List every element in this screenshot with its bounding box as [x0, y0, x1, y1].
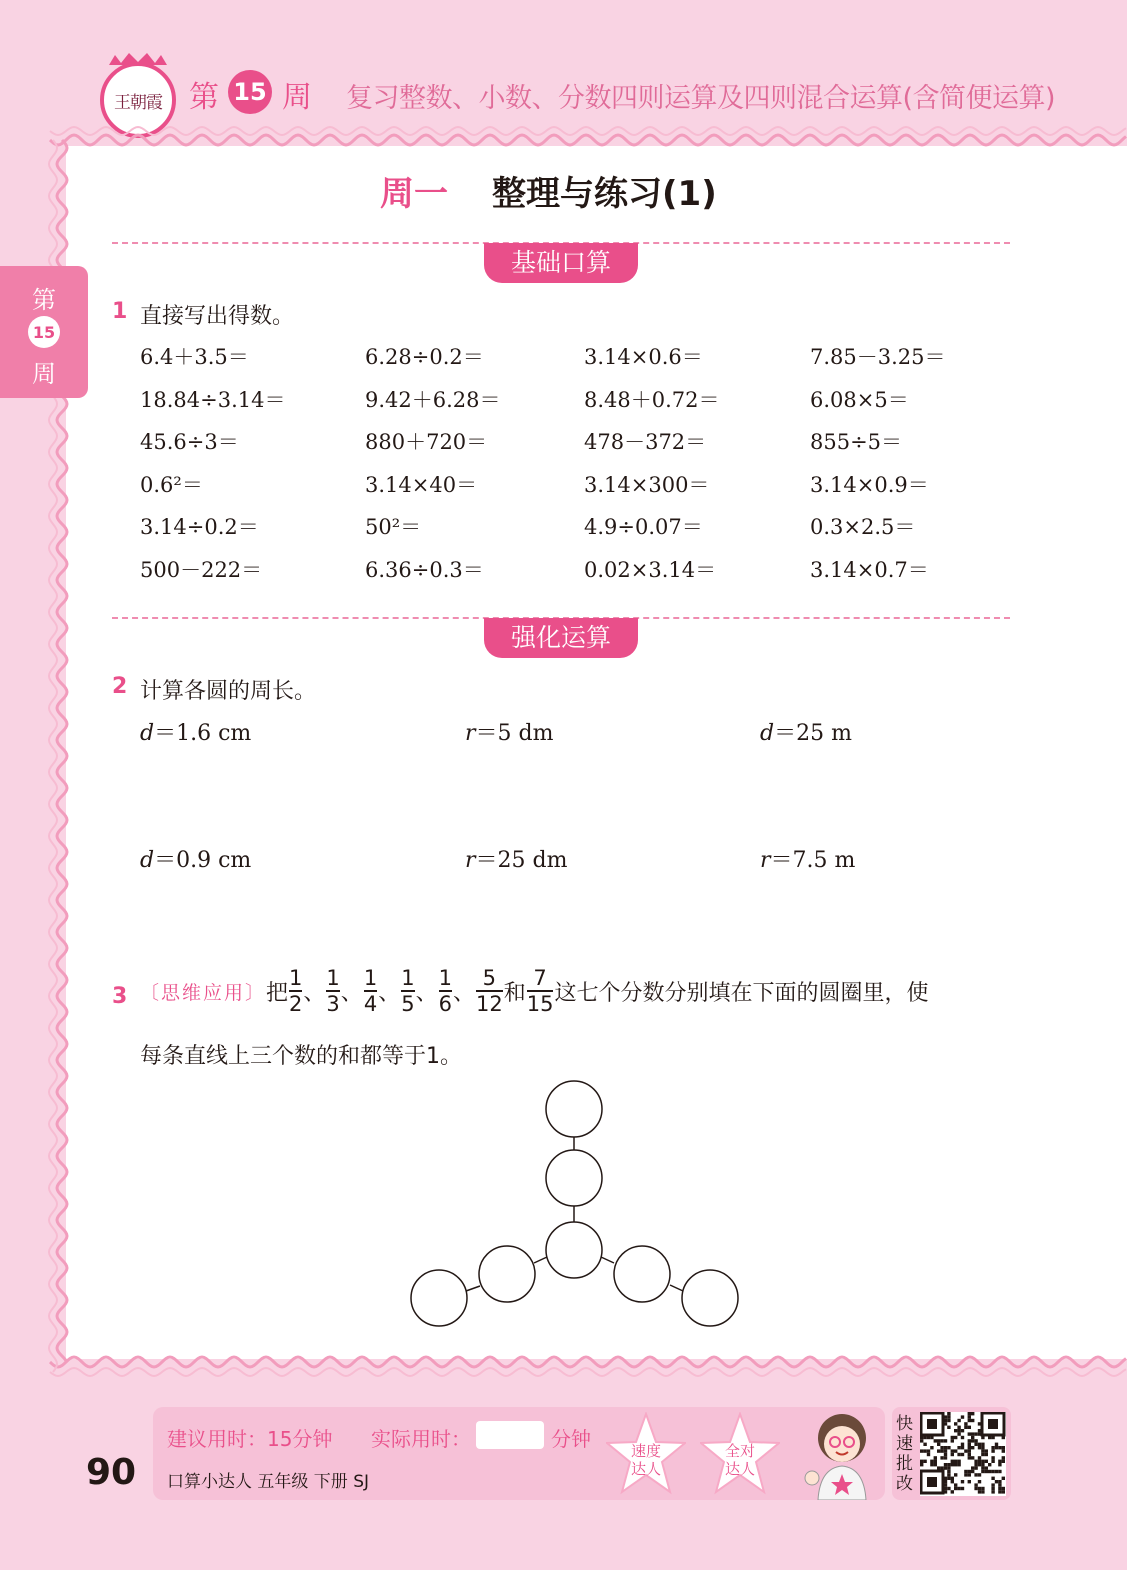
- answer-circle[interactable]: [546, 1081, 602, 1137]
- page-number: 90: [86, 1452, 137, 1493]
- fraction: [439, 966, 452, 1016]
- lesson-title: 整理与练习(1): [492, 174, 717, 214]
- fraction-numerator: 7: [533, 966, 547, 990]
- answer-circle[interactable]: [546, 1150, 602, 1206]
- question-3-number: 3: [112, 984, 128, 1009]
- calc-item: 50²＝: [365, 515, 422, 539]
- circle-variable: d: [140, 721, 155, 746]
- circle-value: ＝0.9 cm: [154, 848, 252, 873]
- fraction-denominator: 5: [401, 992, 415, 1016]
- circle-value: ＝5 dm: [475, 721, 554, 746]
- fraction: [364, 966, 377, 1016]
- section-label-basic: 基础口算: [484, 243, 638, 283]
- circle-puzzle-diagram: [400, 1075, 750, 1335]
- separator: 、: [340, 980, 363, 1006]
- fraction: [476, 966, 503, 1016]
- calc-item: 855÷5＝: [810, 430, 903, 454]
- lesson-day: 周一: [380, 174, 448, 214]
- separator: 、: [303, 980, 326, 1006]
- fraction-numerator: 1: [401, 966, 415, 990]
- week-topic: 复习整数、小数、分数四则运算及四则混合运算(含简便运算): [346, 83, 1056, 114]
- calc-item: 0.02×3.14＝: [584, 557, 717, 582]
- side-tab-prefix: 第: [32, 286, 56, 314]
- speed-badge-label: 速度 达人: [630, 1442, 661, 1478]
- question-3-lead: 把: [266, 980, 289, 1006]
- question-3-rest: 这七个分数分别填在下面的圆圈里，使: [554, 980, 929, 1006]
- question-3-fractions: [288, 966, 554, 1016]
- question-3-tag: 〔思维应用〕: [140, 981, 267, 1004]
- circle-item: [465, 843, 567, 874]
- circle-item: [760, 716, 852, 747]
- fraction-denominator: 4: [363, 992, 378, 1016]
- week-number-badge: 15: [228, 70, 272, 114]
- calc-item: 4.9÷0.07＝: [584, 515, 703, 539]
- calc-item: 3.14÷0.2＝: [140, 515, 259, 539]
- fraction-numerator: 1: [326, 966, 340, 990]
- question-3-line2: 每条直线上三个数的和都等于1。: [140, 1044, 462, 1069]
- calc-item: 6.4＋3.5＝: [140, 345, 249, 369]
- question-2-number: 2: [112, 674, 128, 699]
- calc-item: 478－372＝: [584, 430, 707, 454]
- cartoon-kid-icon: [790, 1408, 882, 1500]
- section-label-advanced: 强化运算: [484, 618, 638, 658]
- calc-item: 3.14×0.9＝: [810, 472, 929, 497]
- circle-variable: d: [760, 721, 775, 746]
- fraction-numerator: 1: [289, 966, 303, 990]
- calc-item: 9.42＋6.28＝: [365, 387, 501, 412]
- connector-line: [670, 1285, 683, 1291]
- connector-line: [534, 1257, 547, 1263]
- fraction-numerator: 1: [363, 966, 378, 990]
- question-3-line1: [140, 966, 928, 1016]
- calc-item: 6.36÷0.3＝: [365, 557, 484, 582]
- qr-code-icon[interactable]: [920, 1412, 1006, 1496]
- question-2-prompt: 计算各圆的周长。: [140, 679, 317, 704]
- calc-item: 7.85－3.25＝: [810, 345, 946, 369]
- calc-item: 3.14×0.7＝: [810, 557, 929, 582]
- circle-item: [140, 843, 251, 874]
- circle-variable: r: [760, 848, 771, 873]
- calc-item: 8.48＋0.72＝: [584, 387, 720, 412]
- suggested-time: 建议用时：15分钟: [167, 1427, 333, 1451]
- question-1-prompt: 直接写出得数。: [140, 304, 295, 329]
- fraction-denominator: 3: [326, 992, 340, 1016]
- answer-circle[interactable]: [411, 1270, 467, 1326]
- calc-item: 0.6²＝: [140, 472, 203, 497]
- circle-value: ＝25 dm: [475, 848, 568, 873]
- calc-item: 0.3×2.5＝: [810, 515, 916, 539]
- week-prefix: 第: [189, 80, 219, 115]
- circle-value: ＝7.5 m: [770, 848, 856, 873]
- fraction: [527, 966, 554, 1016]
- circle-value: ＝25 m: [774, 721, 852, 746]
- fraction-denominator: 6: [438, 992, 452, 1016]
- calc-item: 880＋720＝: [365, 430, 488, 454]
- answer-circle[interactable]: [682, 1270, 738, 1326]
- separator: 、: [378, 980, 401, 1006]
- answer-circle[interactable]: [546, 1222, 602, 1278]
- circle-value: ＝1.6 cm: [154, 721, 252, 746]
- week-suffix: 周: [282, 80, 312, 115]
- qr-label: 快速批改: [896, 1414, 913, 1494]
- fraction-numerator: 1: [438, 966, 452, 990]
- separator: 、: [415, 980, 438, 1006]
- side-week-tab: [0, 266, 88, 398]
- brand-logo-text: 王朝霞: [114, 92, 162, 113]
- circle-variable: d: [140, 848, 155, 873]
- calc-item: 6.08×5＝: [810, 387, 909, 412]
- circle-item: [465, 716, 553, 747]
- fraction-denominator: 12: [475, 992, 503, 1016]
- circle-variable: r: [465, 848, 476, 873]
- book-info: 口算小达人 五年级 下册 SJ: [167, 1472, 370, 1492]
- calc-item: 45.6÷3＝: [140, 430, 239, 454]
- answer-circle[interactable]: [614, 1246, 670, 1302]
- correct-badge-label: 全对 达人: [724, 1442, 755, 1478]
- fraction: [401, 966, 414, 1016]
- circle-item: [760, 843, 855, 874]
- calc-item: 3.14×0.6＝: [584, 345, 703, 369]
- side-tab-number: 15: [28, 316, 60, 348]
- and-word: 和: [503, 980, 526, 1006]
- minutes-label: 分钟: [551, 1427, 591, 1451]
- calc-item: 18.84÷3.14＝: [140, 387, 286, 412]
- connector-line: [466, 1286, 480, 1291]
- answer-circle[interactable]: [479, 1246, 535, 1302]
- fraction: [326, 966, 339, 1016]
- calc-item: 3.14×40＝: [365, 472, 478, 497]
- side-tab-suffix: 周: [32, 360, 56, 388]
- fraction-denominator: 15: [526, 992, 554, 1016]
- actual-time-field[interactable]: [476, 1421, 544, 1449]
- question-1-number: 1: [112, 299, 128, 324]
- fraction-denominator: 2: [289, 992, 303, 1016]
- circle-variable: r: [465, 721, 476, 746]
- calc-item: 6.28÷0.2＝: [365, 345, 484, 369]
- separator: 、: [452, 980, 475, 1006]
- calc-item: 3.14×300＝: [584, 472, 710, 497]
- circle-item: [140, 716, 251, 747]
- fraction: [289, 966, 302, 1016]
- fraction-numerator: 5: [482, 966, 497, 990]
- calc-item: 500－222＝: [140, 557, 263, 582]
- connector-line: [601, 1257, 614, 1263]
- actual-time-label: 实际用时：: [371, 1427, 471, 1451]
